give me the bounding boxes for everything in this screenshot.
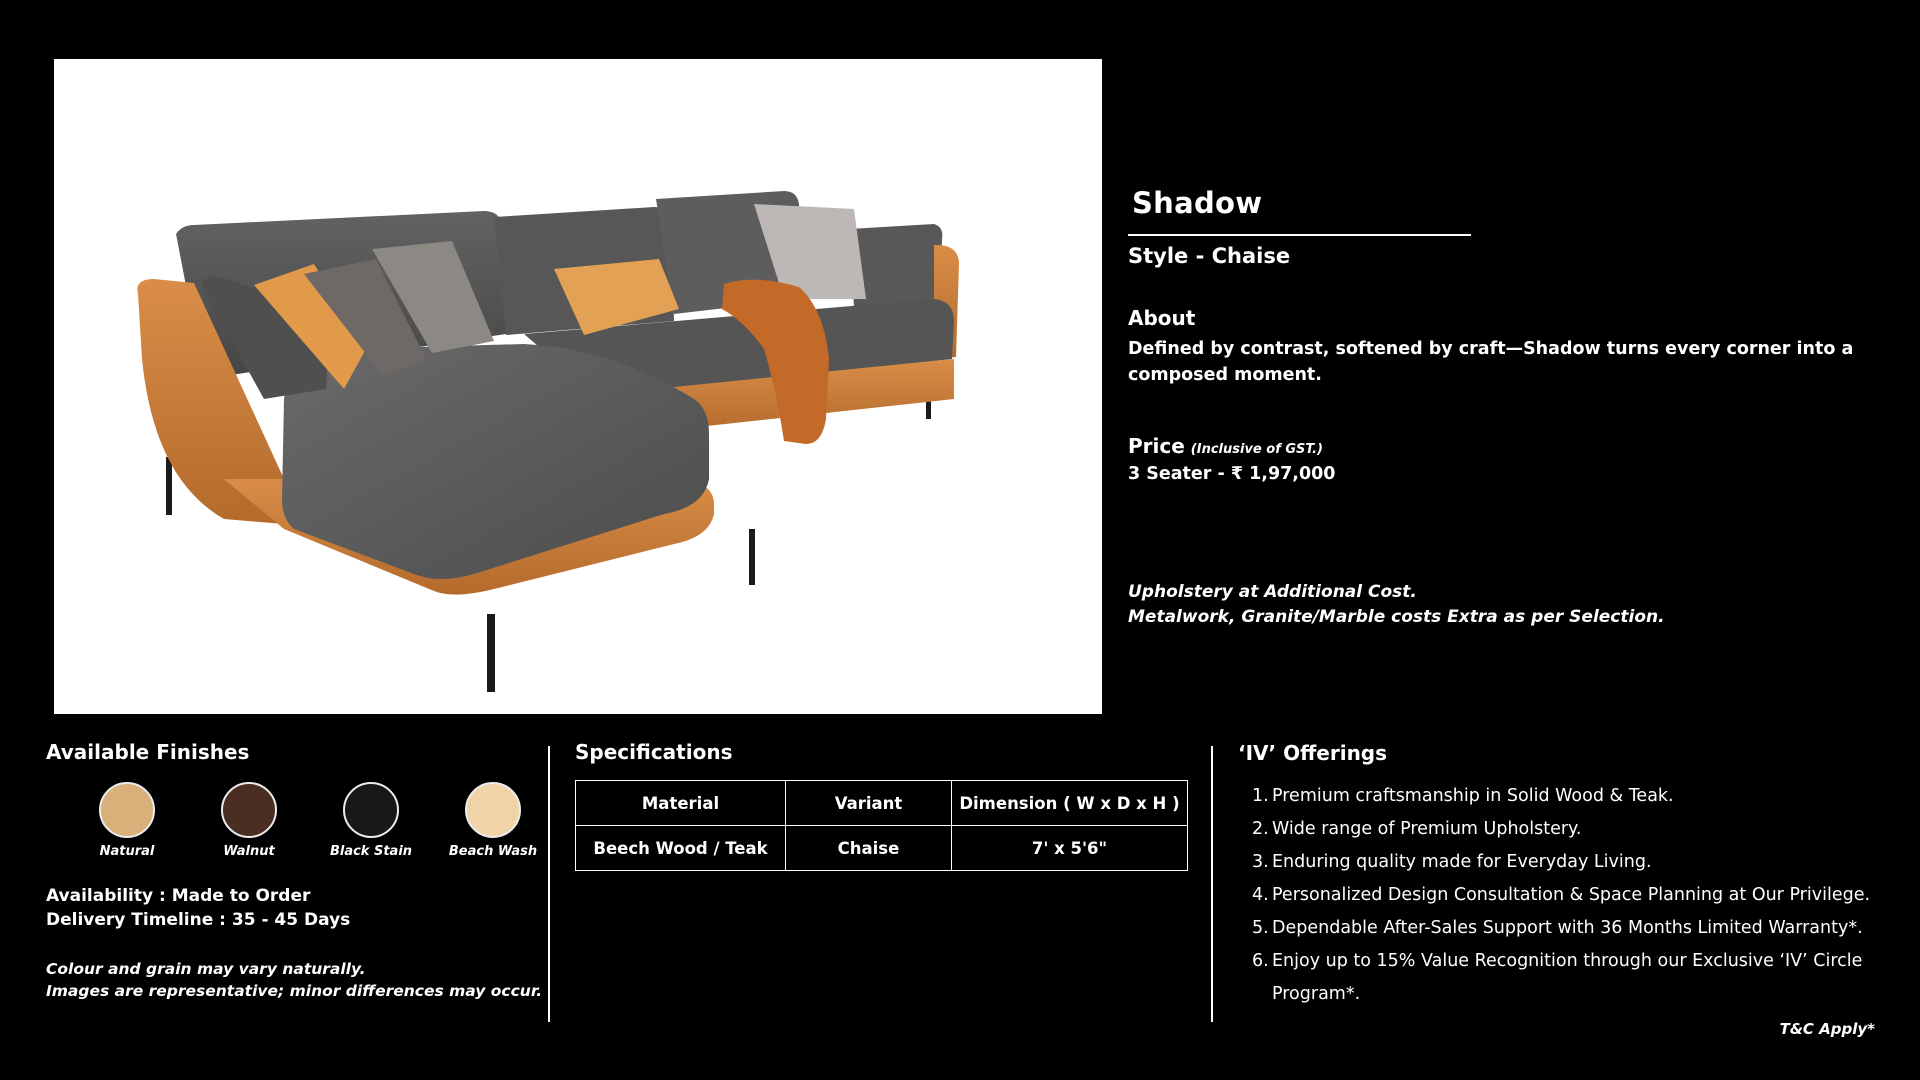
swatch-black-stain[interactable] [310, 782, 432, 859]
finishes-section [46, 740, 543, 1000]
swatch-beach-wash[interactable] [432, 782, 554, 859]
table-header-cell: Dimension ( W x D x H ) [952, 781, 1188, 826]
list-item [1252, 846, 1872, 879]
finishes-heading: Available Finishes [46, 740, 250, 764]
table-header-row [576, 781, 1188, 826]
list-item [1252, 879, 1872, 912]
terms-link[interactable]: T&C Apply* [1779, 1020, 1875, 1038]
specifications-heading: Specifications [575, 740, 733, 764]
item-number: 6. [1252, 951, 1269, 971]
item-text: Dependable After-Sales Support with 36 Months Limited Warranty*. [1272, 918, 1863, 938]
table-cell: Chaise [786, 826, 952, 871]
item-text: Enduring quality made for Everyday Living. [1272, 852, 1652, 872]
list-item [1252, 813, 1872, 846]
about-text: Defined by contrast, softened by craft—Shadow turns every corner into a composed moment. [1128, 339, 1854, 385]
list-item [1252, 912, 1872, 945]
disclaimer-line: Colour and grain may vary naturally. [46, 960, 366, 978]
product-image [54, 59, 1102, 714]
table-header-cell: Material [576, 781, 786, 826]
offerings-heading: ‘IV’ Offerings [1238, 741, 1388, 765]
swatch-circle [465, 782, 521, 838]
swatch-label: Walnut [223, 844, 275, 859]
title-underline [1128, 234, 1471, 236]
availability-text: Availability : Made to Order [46, 886, 311, 906]
price-heading [1128, 434, 1323, 458]
table-cell: 7' x 5'6" [952, 826, 1188, 871]
item-text: Enjoy up to 15% Value Recognition through our Exclusive ‘IV’ Circle Program*. [1272, 951, 1863, 1004]
section-divider [1211, 746, 1213, 1022]
availability-info [46, 884, 350, 932]
swatch-natural[interactable] [66, 782, 188, 859]
item-number: 4. [1252, 885, 1269, 905]
swatch-label: Beach Wash [448, 844, 538, 859]
item-number: 3. [1252, 852, 1269, 872]
list-item [1252, 780, 1872, 813]
cost-notes [1128, 580, 1665, 630]
style-line: Style - Chaise [1128, 244, 1291, 268]
price-value: 3 Seater - ₹ 1,97,000 [1128, 464, 1336, 484]
swatch-label: Natural [99, 844, 155, 859]
swatch-walnut[interactable] [188, 782, 310, 859]
about-heading: About [1128, 306, 1196, 330]
cost-note: Metalwork, Granite/Marble costs Extra as per Selection. [1128, 607, 1665, 627]
offerings-section [1238, 741, 1898, 1004]
disclaimer-line: Images are representative; minor differences may occur. [46, 982, 543, 1000]
list-item [1252, 945, 1872, 1011]
item-text: Personalized Design Consultation & Space Planning at Our Privilege. [1272, 885, 1871, 905]
item-text: Premium craftsmanship in Solid Wood & Teak. [1272, 786, 1674, 806]
swatch-circle [343, 782, 399, 838]
item-number: 2. [1252, 819, 1269, 839]
swatch-row [66, 782, 554, 859]
swatch-circle [99, 782, 155, 838]
cost-note: Upholstery at Additional Cost. [1128, 582, 1417, 602]
price-label: Price [1128, 434, 1185, 458]
sofa-illustration-icon [54, 59, 1102, 714]
table-cell: Beech Wood / Teak [576, 826, 786, 871]
item-number: 5. [1252, 918, 1269, 938]
specifications-section [575, 740, 1190, 858]
disclaimer [46, 958, 542, 1002]
item-number: 1. [1252, 786, 1269, 806]
table-row [576, 826, 1188, 871]
table-header-cell: Variant [786, 781, 952, 826]
product-title: Shadow [1132, 186, 1263, 220]
swatch-label: Black Stain [329, 844, 413, 859]
offerings-list [1252, 780, 1872, 1011]
swatch-circle [221, 782, 277, 838]
price-note: (Inclusive of GST.) [1190, 442, 1323, 457]
spec-table [575, 780, 1188, 871]
delivery-timeline: Delivery Timeline : 35 - 45 Days [46, 910, 351, 930]
item-text: Wide range of Premium Upholstery. [1272, 819, 1582, 839]
